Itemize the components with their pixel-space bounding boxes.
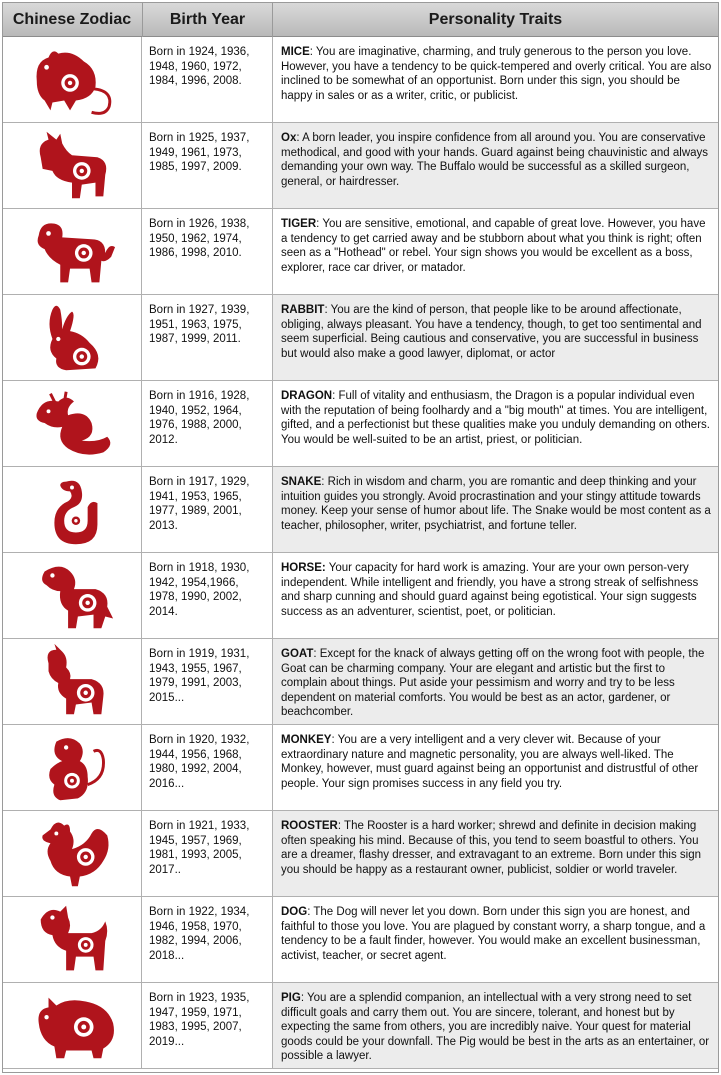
table-row: [3, 639, 718, 725]
personality-traits-cell: [272, 983, 718, 1068]
trait-description: : You are sensitive, emotional, and capable of great love. However, you have a tendency to get carried away and be stubborn about what you think is right; often seen as a "Hothead" or rebel. Your sign shows you would be excellent as a boss, explorer, race car driver, or matador.: [281, 218, 706, 274]
trait-description: : You are a very intelligent and a very clever wit. Because of your extraordinary nature and magnetic personality, you are always well-liked. The Monkey, however, must guard against being an opportunist and distrustful of other people. Your sign promises success in any field you try.: [281, 734, 699, 790]
birth-year-cell: Born in 1926, 1938, 1950, 1962, 1974, 1986, 1998, 2010.: [141, 209, 272, 294]
personality-traits-cell: [272, 725, 718, 810]
birth-year-cell: Born in 1927, 1939, 1951, 1963, 1975, 1987, 1999, 2011.: [141, 295, 272, 380]
birth-year-cell: Born in 1920, 1932, 1944, 1956, 1968, 1980, 1992, 2004, 2016...: [141, 725, 272, 810]
tiger-icon: [27, 213, 117, 291]
zodiac-table: [2, 2, 719, 1073]
table-row: [3, 123, 718, 209]
birth-year-cell: Born in 1925, 1937, 1949, 1961, 1973, 1985, 1997, 2009.: [141, 123, 272, 208]
zodiac-sign-name: MICE: [281, 46, 310, 58]
zodiac-image-cell: [3, 467, 141, 552]
zodiac-sign-name: MONKEY: [281, 734, 332, 746]
zodiac-sign-name: SNAKE: [281, 476, 322, 488]
zodiac-sign-name: DOG: [281, 906, 308, 918]
zodiac-sign-name: DRAGON: [281, 390, 333, 402]
zodiac-sign-name: HORSE:: [281, 562, 326, 574]
zodiac-sign-name: ROOSTER: [281, 820, 338, 832]
table-body: [3, 37, 718, 1069]
zodiac-image-cell: [3, 983, 141, 1068]
trait-description: : Rich in wisdom and charm, you are romantic and deep thinking and your intuition guides you strongly. Avoid procrastination and your stingy attitude towards money. Keep your sense of humor about life. The Snake would be most content as a teacher, philosopher, writer, psychiatrist, and fortune teller.: [281, 476, 711, 532]
zodiac-sign-name: Ox: [281, 132, 297, 144]
zodiac-sign-name: TIGER: [281, 218, 317, 230]
birth-year-cell: Born in 1918, 1930, 1942, 1954,1966, 1978, 1990, 2002, 2014.: [141, 553, 272, 638]
table-row: [3, 983, 718, 1069]
zodiac-sign-name: GOAT: [281, 648, 314, 660]
table-row: [3, 553, 718, 639]
birth-year-cell: Born in 1923, 1935, 1947, 1959, 1971, 1983, 1995, 2007, 2019...: [141, 983, 272, 1068]
rabbit-icon: [27, 299, 117, 377]
trait-description: : You are the kind of person, that people like to be around affectionate, obliging, always pleasant. You have a tendency, though, to get too sentimental and seem superficial. Being cautious and conservative, you are successful in business but would also make a good lawyer, diplomat, or actor: [281, 304, 702, 360]
trait-description: : You are a splendid companion, an intellectual with a very strong need to set difficult goals and carry them out. You are sincere, tolerant, and honest but by expecting the same from others, you are incredibly naive. Your quest for material goods could be your downfall. The Pig would be best in the arts as an entertainer, or possible a lawyer.: [281, 992, 710, 1062]
personality-traits-cell: [272, 37, 718, 122]
personality-traits-cell: [272, 209, 718, 294]
trait-description: : The Dog will never let you down. Born under this sign you are honest, and faithful to those you love. You are plagued by constant worry, a sharp tongue, and a tendency to be a fault finder, however. You would make an excellent businessman, activist, teacher, or secret agent.: [281, 906, 706, 962]
zodiac-image-cell: [3, 209, 141, 294]
table-row: [3, 811, 718, 897]
rat-icon: [27, 41, 117, 119]
zodiac-image-cell: [3, 295, 141, 380]
birth-year-cell: Born in 1924, 1936, 1948, 1960, 1972, 1984, 1996, 2008.: [141, 37, 272, 122]
dragon-icon: [27, 385, 117, 463]
trait-description: : You are imaginative, charming, and truly generous to the person you love. However, you have a tendency to be quick-tempered and overly critical. You are also inclined to be somewhat of an opportunist. Born under this sign, you should be happy in sales or as a writer, critic, or publicist.: [281, 46, 712, 102]
table-row: [3, 209, 718, 295]
birth-year-cell: Born in 1917, 1929, 1941, 1953, 1965, 1977, 1989, 2001, 2013.: [141, 467, 272, 552]
table-row: [3, 295, 718, 381]
ox-icon: [27, 127, 117, 205]
trait-description: : Full of vitality and enthusiasm, the Dragon is a popular individual even with the reputation of being foolhardy and a "big mouth" at times. You are intelligent, gifted, and a perfectionist but these qualities make you unduly demanding on others. You would be well-suited to be an artist, priest, or politician.: [281, 390, 710, 446]
personality-traits-cell: [272, 553, 718, 638]
pig-icon: [27, 987, 117, 1065]
trait-description: Your capacity for hard work is amazing. Your are your own person-very independent. While intelligent and friendly, you have a strong streak of selfishness and sharp cunning and should guard against being egotistical. Your sign suggests success as an adventurer, scientist, poet, or politician.: [281, 562, 699, 618]
trait-description: : A born leader, you inspire confidence from all around you. You are conservative methodical, and good with your hands. Guard against being chauvinistic and always demanding your own way. The Buffalo would be successful as a skilled surgeon, general, or hairdresser.: [281, 132, 709, 188]
zodiac-image-cell: [3, 897, 141, 982]
trait-description: : The Rooster is a hard worker; shrewd and definite in decision making often speaking his mind. Because of this, you tend to seem boastful to others. You are a dreamer, flashy dresser, and extravagant to an extreme. Born under this sign you should be happy as a restaurant owner, publicist, soldier or world traveler.: [281, 820, 701, 876]
horse-icon: [27, 557, 117, 635]
dog-icon: [27, 901, 117, 979]
table-row: [3, 897, 718, 983]
personality-traits-cell: [272, 897, 718, 982]
header-chinese-zodiac: Chinese Zodiac: [12, 11, 132, 28]
trait-description: : Except for the knack of always getting off on the wrong foot with people, the Goat can be charming company. Your are elegant and artistic but the first to complain about things. Put aside your pessimism and worry and try to be less dependent on material comforts. You would be best as an actor, gardener, or beachcomber.: [281, 648, 705, 718]
personality-traits-cell: [272, 295, 718, 380]
monkey-icon: [27, 729, 117, 807]
zodiac-image-cell: [3, 381, 141, 466]
birth-year-cell: Born in 1916, 1928, 1940, 1952, 1964, 1976, 1988, 2000, 2012.: [141, 381, 272, 466]
personality-traits-cell: [272, 639, 718, 724]
rooster-icon: [27, 815, 117, 893]
birth-year-cell: Born in 1922, 1934, 1946, 1958, 1970, 1982, 1994, 2006, 2018...: [141, 897, 272, 982]
zodiac-image-cell: [3, 639, 141, 724]
zodiac-image-cell: [3, 725, 141, 810]
birth-year-cell: Born in 1919, 1931, 1943, 1955, 1967, 1979, 1991, 2003, 2015...: [141, 639, 272, 724]
zodiac-image-cell: [3, 123, 141, 208]
header-personality-traits: Personality Traits: [272, 3, 718, 37]
personality-traits-cell: [272, 811, 718, 896]
birth-year-cell: Born in 1921, 1933, 1945, 1957, 1969, 1981, 1993, 2005, 2017..: [141, 811, 272, 896]
table-header: [3, 3, 718, 37]
table-row: [3, 725, 718, 811]
zodiac-sign-name: RABBIT: [281, 304, 325, 316]
header-birth-year: Birth Year: [142, 3, 272, 37]
zodiac-image-cell: [3, 553, 141, 638]
table-row: [3, 467, 718, 553]
table-row: [3, 37, 718, 123]
personality-traits-cell: [272, 381, 718, 466]
personality-traits-cell: [272, 123, 718, 208]
personality-traits-cell: [272, 467, 718, 552]
zodiac-image-cell: [3, 37, 141, 122]
snake-icon: [27, 471, 117, 549]
goat-icon: [27, 643, 117, 721]
zodiac-sign-name: PIG: [281, 992, 301, 1004]
zodiac-image-cell: [3, 811, 141, 896]
table-row: [3, 381, 718, 467]
